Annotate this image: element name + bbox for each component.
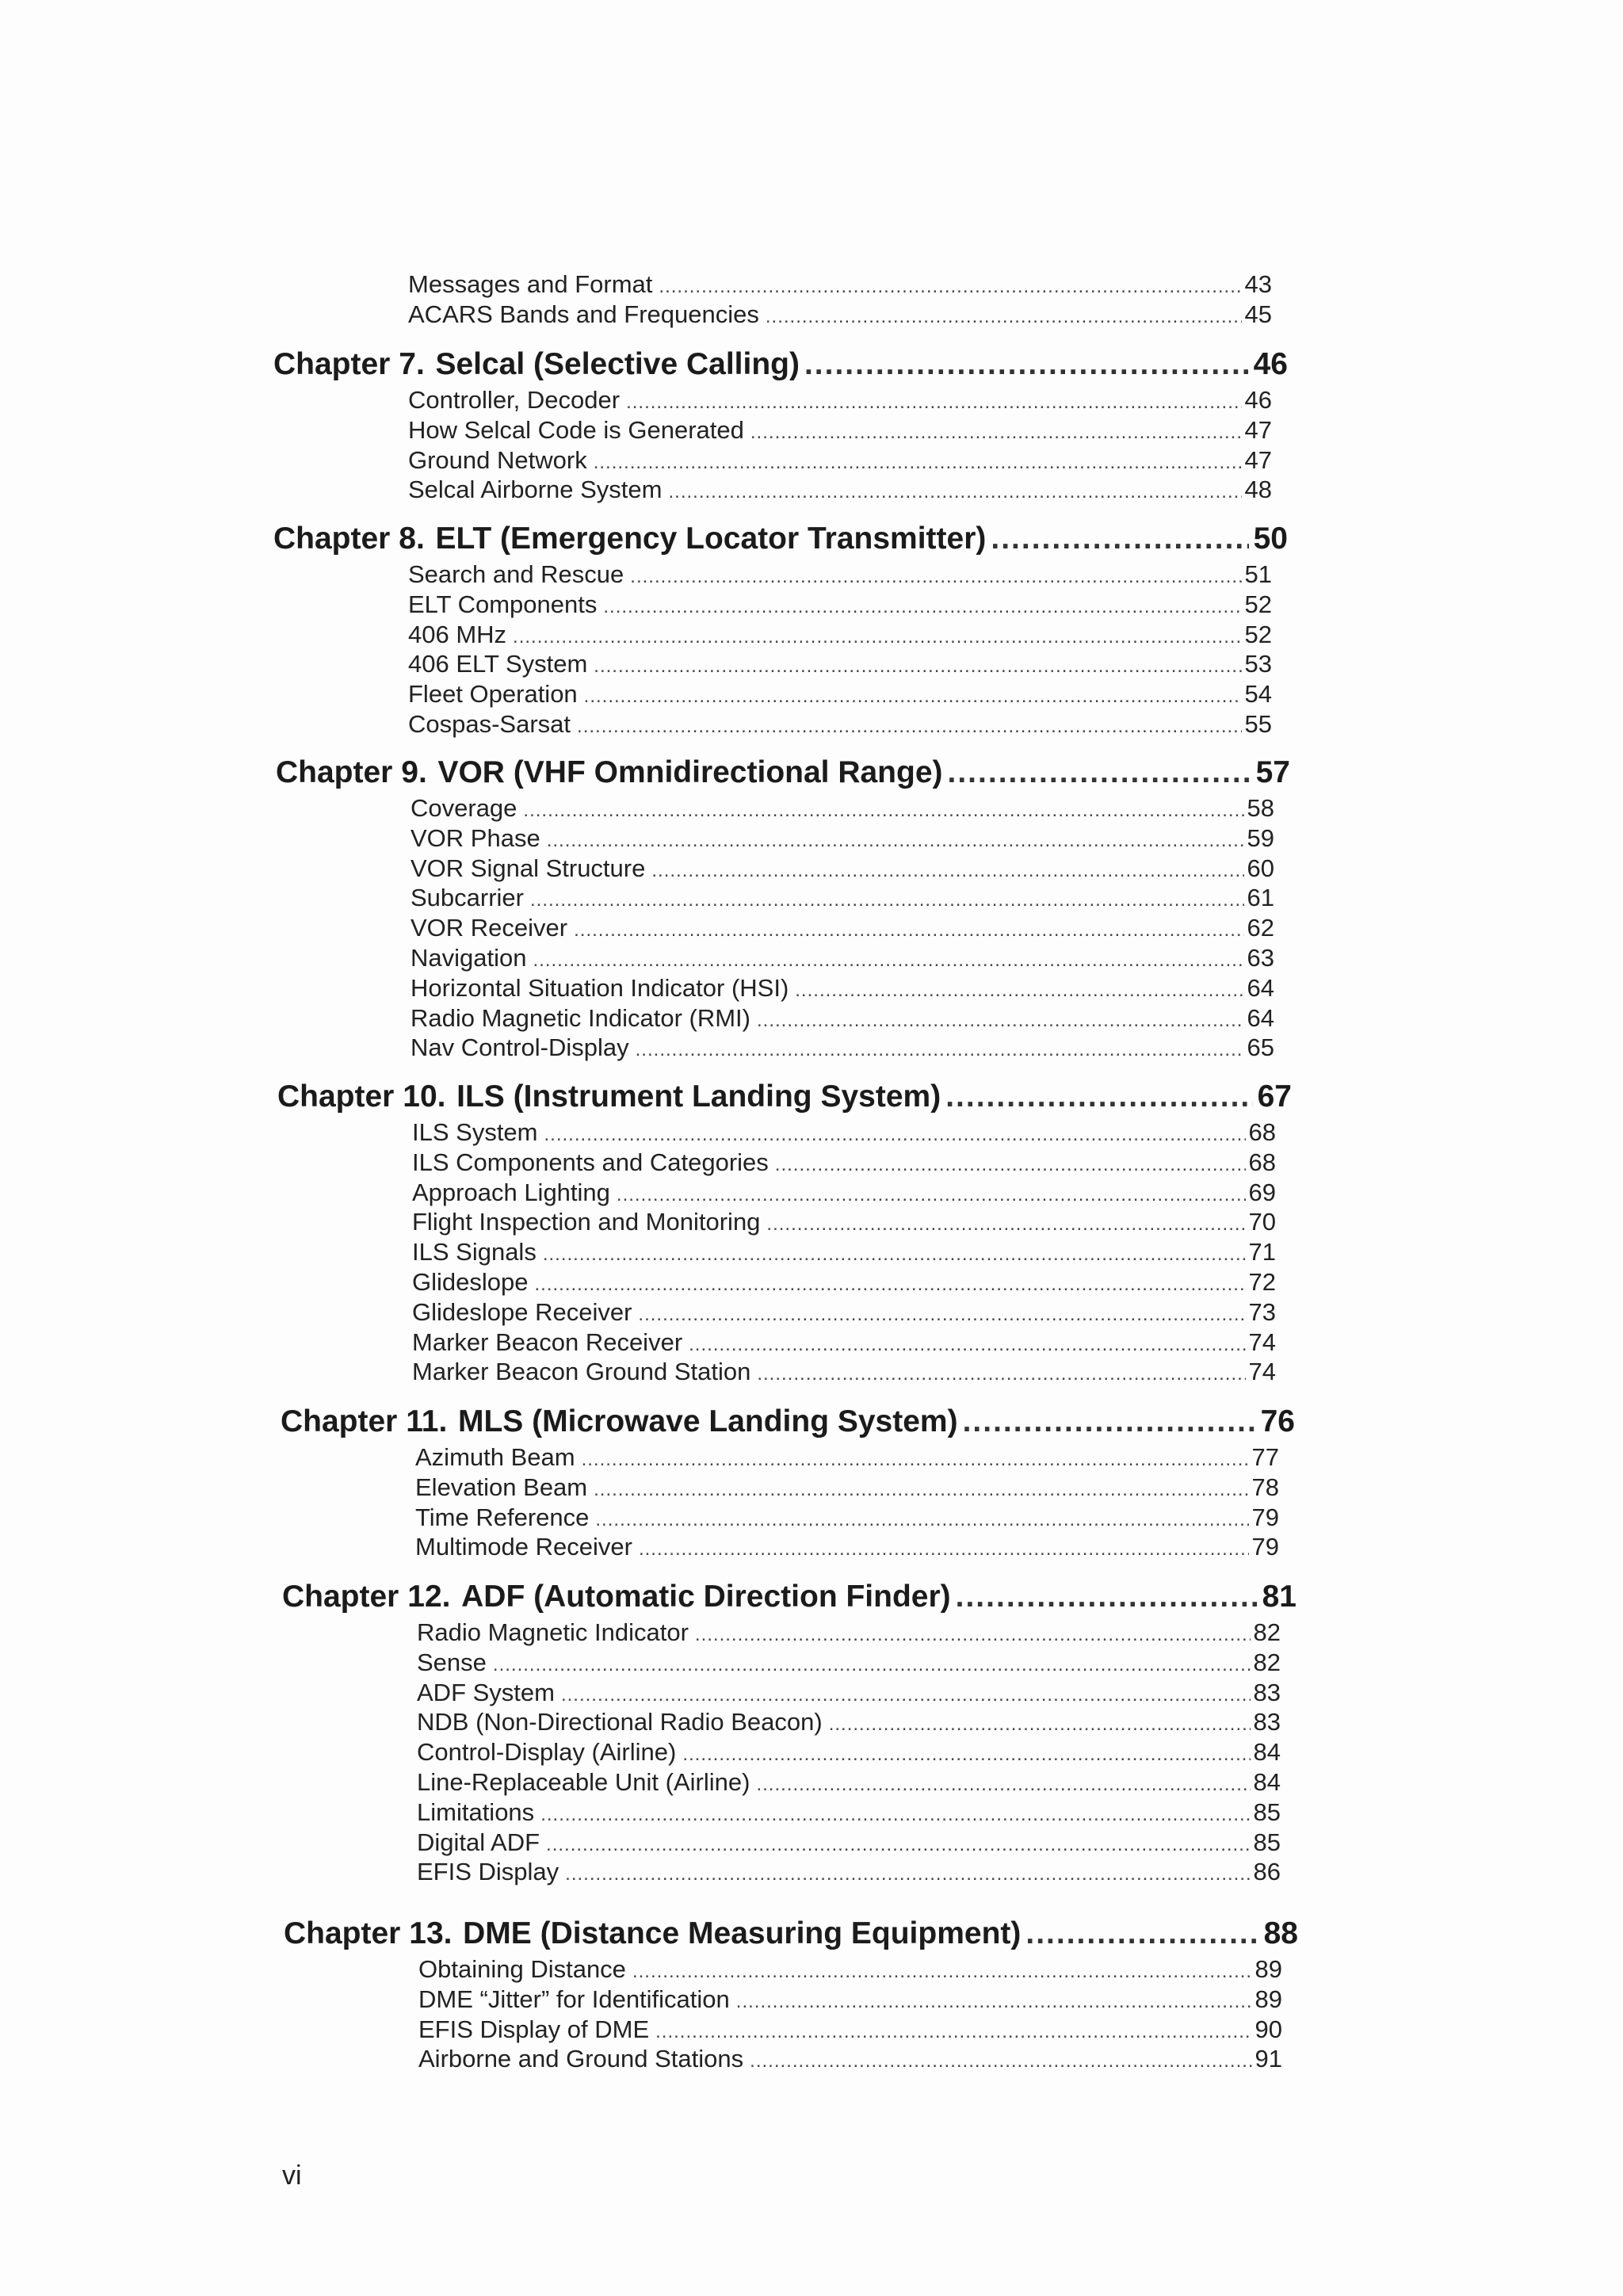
toc-entry[interactable] — [408, 709, 1272, 739]
toc-entry-page: 64 — [1247, 973, 1274, 1002]
toc-entry-title: ILS Signals — [412, 1238, 537, 1266]
dot-leader — [766, 302, 1242, 332]
toc-entry[interactable] — [411, 854, 1274, 884]
toc-entry-title: Selcal Airborne System — [408, 476, 663, 504]
toc-entry-page: 91 — [1254, 2045, 1282, 2073]
toc-entry-page: 68 — [1248, 1148, 1276, 1176]
toc-entry-page: 52 — [1244, 590, 1272, 618]
toc-entry[interactable] — [418, 2044, 1282, 2074]
toc-entry-page: 89 — [1254, 1955, 1282, 1983]
toc-entry-page: 45 — [1244, 300, 1272, 328]
dot-leader — [543, 1240, 1246, 1270]
dot-leader — [577, 712, 1241, 742]
toc-entry-page: 85 — [1253, 1828, 1281, 1856]
toc-entry[interactable] — [417, 1767, 1281, 1797]
chapter-entries — [417, 1618, 1281, 1887]
dot-leader — [493, 1650, 1251, 1680]
toc-entry-page: 64 — [1247, 1003, 1274, 1032]
toc-entry[interactable] — [415, 1503, 1279, 1533]
dot-leader — [795, 976, 1243, 1006]
toc-entry-page: 61 — [1247, 884, 1274, 912]
toc-entry[interactable] — [417, 1648, 1281, 1678]
continued-entries — [408, 269, 1272, 330]
toc-entry[interactable] — [411, 883, 1274, 913]
chapter-title: ADF (Automatic Direction Finder) — [461, 1580, 951, 1614]
dot-leader — [594, 448, 1242, 478]
toc-entry[interactable] — [415, 1442, 1279, 1473]
chapter-block — [277, 1078, 1292, 1387]
chapter-label: Chapter — [273, 347, 391, 381]
toc-entry[interactable] — [408, 475, 1272, 505]
toc-entry[interactable] — [417, 1737, 1281, 1767]
chapter-title: ELT (Emergency Locator Transmitter) — [435, 521, 987, 556]
toc-entry[interactable] — [418, 1985, 1282, 2015]
toc-entry-page: 89 — [1254, 1985, 1282, 2013]
toc-entry-title: Navigation — [411, 943, 527, 972]
toc-entry[interactable] — [412, 1178, 1276, 1208]
toc-entry-page: 62 — [1247, 914, 1274, 942]
chapter-number: 13. — [409, 1916, 453, 1950]
dot-leader — [766, 1209, 1245, 1240]
toc-entry-page: 47 — [1244, 445, 1272, 474]
chapter-entries — [408, 385, 1272, 505]
chapter-title: DME (Distance Measuring Equipment) — [463, 1916, 1022, 1950]
dot-leader — [617, 1180, 1246, 1210]
toc-entry-title: Approach Lighting — [412, 1178, 610, 1206]
dot-leader — [513, 622, 1241, 652]
toc-entry-page: 85 — [1253, 1797, 1281, 1826]
chapter-block — [282, 1578, 1296, 1887]
chapter-page: 76 — [1260, 1404, 1295, 1438]
toc-entry-page: 43 — [1244, 270, 1272, 298]
chapter-title: MLS (Microwave Landing System) — [457, 1404, 958, 1438]
page-number: vi — [282, 2160, 302, 2191]
toc-entry[interactable] — [418, 1954, 1282, 1985]
toc-entry-page: 51 — [1244, 560, 1272, 588]
toc-entry[interactable] — [408, 415, 1272, 445]
toc-entry-title: Search and Rescue — [408, 560, 624, 588]
toc-entry-page: 63 — [1247, 943, 1274, 972]
dot-leader — [756, 1770, 1250, 1800]
toc-entry[interactable] — [415, 1473, 1279, 1503]
toc-entry[interactable] — [408, 445, 1272, 476]
chapter-number: 8. — [399, 521, 425, 556]
toc-entry-title: Glideslope — [412, 1267, 529, 1296]
dot-leader — [695, 1620, 1251, 1650]
toc-entry[interactable] — [417, 1797, 1281, 1828]
dot-leader — [1025, 1915, 1258, 1953]
chapter-heading[interactable] — [273, 346, 1288, 384]
chapter-number: 7. — [399, 347, 425, 381]
toc-entry-title: ILS Components and Categories — [412, 1148, 769, 1176]
toc-entry-page: 48 — [1244, 476, 1272, 504]
chapter-heading[interactable] — [282, 1578, 1296, 1616]
toc-entry[interactable] — [408, 649, 1272, 679]
toc-entry-page: 47 — [1244, 415, 1272, 444]
dot-leader — [584, 682, 1242, 712]
dot-leader — [540, 1800, 1250, 1830]
toc-entry[interactable] — [417, 1828, 1281, 1858]
dot-leader — [574, 915, 1243, 946]
dot-leader — [736, 1987, 1252, 2017]
toc-entry[interactable] — [411, 793, 1274, 823]
dot-leader — [582, 1445, 1249, 1475]
dot-leader — [636, 1035, 1244, 1065]
toc-entry-page: 83 — [1253, 1708, 1281, 1736]
chapter-block — [281, 1403, 1295, 1562]
dot-leader — [682, 1740, 1250, 1770]
toc-entry-page: 58 — [1247, 794, 1274, 822]
dot-leader — [945, 1078, 1252, 1116]
chapter-heading[interactable] — [284, 1915, 1298, 1953]
toc-entry-page: 82 — [1253, 1648, 1281, 1676]
chapter-title: VOR (VHF Omnidirectional Range) — [437, 755, 943, 789]
toc-entry-page: 86 — [1253, 1858, 1281, 1886]
chapter-label: Chapter — [273, 521, 391, 556]
chapter-heading[interactable] — [273, 520, 1288, 558]
chapter-page: 46 — [1253, 347, 1288, 381]
toc-entry-title: How Selcal Code is Generated — [408, 415, 744, 444]
dot-leader — [659, 272, 1241, 302]
toc-entry-title: Messages and Format — [408, 270, 653, 298]
dot-leader — [638, 1300, 1245, 1330]
toc-entry-title: DME “Jitter” for Identification — [418, 1985, 730, 2013]
dot-leader — [530, 885, 1244, 915]
dot-leader — [630, 562, 1241, 592]
toc-entry-title: Cospas-Sarsat — [408, 709, 571, 738]
toc-entry-page: 82 — [1253, 1618, 1281, 1646]
chapter-entries — [411, 793, 1274, 1063]
chapter-block — [273, 520, 1288, 739]
toc-entry-page: 77 — [1251, 1443, 1279, 1471]
chapter-block — [284, 1915, 1298, 2074]
toc-entry-title: Radio Magnetic Indicator — [417, 1618, 689, 1646]
chapter-label: Chapter — [276, 755, 393, 789]
toc-entry-title: NDB (Non-Directional Radio Beacon) — [417, 1708, 823, 1736]
toc-entry[interactable] — [412, 1267, 1276, 1297]
toc-entry-page: 84 — [1253, 1738, 1281, 1767]
toc-entry-page: 79 — [1251, 1503, 1279, 1531]
toc-entry-title: VOR Signal Structure — [411, 854, 646, 882]
dot-leader — [651, 856, 1243, 886]
toc-entry[interactable] — [418, 2015, 1282, 2045]
dot-leader — [991, 520, 1248, 558]
dot-leader — [750, 2046, 1251, 2076]
toc-entry-title: ACARS Bands and Frequencies — [408, 300, 759, 328]
chapter-label: Chapter — [282, 1580, 399, 1614]
dot-leader — [595, 1505, 1248, 1535]
toc-entry-page: 72 — [1248, 1267, 1276, 1296]
chapter-page: 81 — [1262, 1580, 1296, 1614]
toc-entry[interactable] — [411, 823, 1274, 854]
dot-leader — [594, 1475, 1248, 1505]
toc-entry-title: Sense — [417, 1648, 487, 1676]
toc-entry-title: Controller, Decoder — [408, 386, 621, 414]
toc-entry-title: Horizontal Situation Indicator (HSI) — [411, 973, 789, 1002]
toc-entry-title: ADF System — [417, 1678, 555, 1706]
toc-entry-page: 53 — [1244, 650, 1272, 678]
dot-leader — [668, 477, 1241, 507]
toc-entry-page: 68 — [1248, 1118, 1276, 1146]
dot-leader — [639, 1534, 1249, 1564]
chapter-entries — [415, 1442, 1279, 1562]
toc-entry[interactable] — [412, 1328, 1276, 1358]
toc-entry[interactable] — [417, 1707, 1281, 1737]
toc-entry-page: 65 — [1247, 1033, 1274, 1062]
toc-entry-title: Subcarrier — [411, 884, 524, 912]
toc-entry[interactable] — [411, 913, 1274, 943]
toc-entry-page: 90 — [1254, 2015, 1282, 2043]
toc-entry-title: 406 ELT System — [408, 650, 588, 678]
dot-leader — [523, 796, 1243, 826]
toc-entry-page: 69 — [1248, 1178, 1276, 1206]
dot-leader — [626, 388, 1241, 418]
toc-entry-title: Azimuth Beam — [415, 1443, 575, 1471]
chapter-page: 67 — [1257, 1079, 1292, 1114]
dot-leader — [561, 1680, 1251, 1710]
toc-entry-page: 71 — [1248, 1238, 1276, 1266]
chapter-number: 9. — [401, 755, 427, 789]
dot-leader — [750, 418, 1242, 448]
dot-leader — [655, 2017, 1251, 2047]
dot-leader — [594, 651, 1241, 682]
toc-entry-title: Fleet Operation — [408, 680, 578, 709]
toc-entry[interactable] — [408, 679, 1272, 709]
toc-entry-title: Glideslope Receiver — [412, 1297, 632, 1326]
dot-leader — [948, 754, 1251, 792]
toc-entry[interactable] — [417, 1857, 1281, 1887]
toc-entry[interactable] — [408, 269, 1272, 300]
toc-entry-title: Multimode Receiver — [415, 1533, 632, 1561]
chapter-entries — [408, 560, 1272, 739]
toc-entry-page: 60 — [1247, 854, 1274, 882]
chapter-heading[interactable] — [277, 1078, 1292, 1116]
toc-entry[interactable] — [411, 1033, 1274, 1063]
toc-entry-title: VOR Receiver — [411, 914, 568, 942]
dot-leader — [565, 1859, 1250, 1889]
chapter-heading[interactable] — [276, 754, 1290, 792]
chapter-title: ILS (Instrument Landing System) — [456, 1079, 941, 1114]
dot-leader — [534, 1270, 1245, 1300]
toc-entry-page: 74 — [1248, 1328, 1276, 1356]
toc-entry-title: Nav Control-Display — [411, 1033, 629, 1062]
toc-entry-title: Ground Network — [408, 445, 587, 474]
dot-leader — [757, 1359, 1245, 1389]
chapter-label: Chapter — [277, 1079, 395, 1114]
toc-entry[interactable] — [412, 1207, 1276, 1237]
toc-entry-title: Airborne and Ground Stations — [418, 2045, 744, 2073]
chapter-number: 12. — [407, 1580, 451, 1614]
dot-leader — [603, 592, 1241, 622]
chapter-label: Chapter — [284, 1916, 401, 1950]
dot-leader — [689, 1330, 1245, 1360]
chapter-entries — [418, 1954, 1282, 2074]
chapter-title: Selcal (Selective Calling) — [435, 347, 800, 381]
toc-entry[interactable] — [417, 1678, 1281, 1708]
toc-entry-title: ELT Components — [408, 590, 598, 618]
chapter-page: 50 — [1253, 521, 1288, 556]
toc-entry-title: Time Reference — [415, 1503, 590, 1531]
toc-entry-title: EFIS Display of DME — [418, 2015, 650, 2043]
toc-entry-page: 83 — [1253, 1678, 1281, 1706]
chapter-entries — [412, 1117, 1276, 1387]
chapter-page: 57 — [1255, 755, 1290, 789]
toc-entry-page: 70 — [1248, 1208, 1276, 1236]
toc-entry-title: Elevation Beam — [415, 1473, 588, 1501]
toc-entry-page: 54 — [1244, 680, 1272, 709]
toc-entry[interactable] — [408, 560, 1272, 590]
toc-entry-title: Marker Beacon Ground Station — [412, 1358, 751, 1386]
toc-entry[interactable] — [411, 943, 1274, 973]
dot-leader — [547, 826, 1244, 856]
chapter-number: 11. — [406, 1404, 448, 1438]
toc-entry-title: Limitations — [417, 1797, 535, 1826]
toc-entry-title: EFIS Display — [417, 1858, 559, 1886]
toc-entry-title: Digital ADF — [417, 1828, 540, 1856]
dot-leader — [632, 1957, 1252, 1987]
toc-entry-page: 46 — [1244, 386, 1272, 414]
toc-entry[interactable] — [411, 973, 1274, 1003]
toc-entry-page: 59 — [1247, 823, 1274, 852]
toc-entry-page: 74 — [1248, 1358, 1276, 1386]
dot-leader — [757, 1006, 1244, 1036]
chapter-heading[interactable] — [281, 1403, 1295, 1441]
toc-entry-page: 84 — [1253, 1767, 1281, 1796]
toc-entry-page: 73 — [1248, 1297, 1276, 1326]
toc-entry-title: VOR Phase — [411, 823, 540, 852]
toc-entry[interactable] — [408, 620, 1272, 650]
toc-entry-title: Obtaining Distance — [418, 1955, 626, 1983]
dot-leader — [533, 946, 1243, 976]
chapter-block — [276, 754, 1290, 1063]
dot-leader — [829, 1710, 1251, 1740]
toc-entry[interactable] — [417, 1618, 1281, 1648]
chapter-page: 88 — [1263, 1916, 1298, 1950]
toc-entry[interactable] — [408, 590, 1272, 620]
toc-entry-title: Line-Replaceable Unit (Airline) — [417, 1767, 750, 1796]
toc-entry-title: 406 MHz — [408, 620, 507, 648]
dot-leader — [544, 1120, 1246, 1150]
toc-entry-title: Marker Beacon Receiver — [412, 1328, 683, 1356]
dot-leader — [804, 346, 1249, 384]
toc-entry-title: ILS System — [412, 1118, 538, 1146]
toc-entry-title: Coverage — [411, 794, 517, 822]
toc-entry-page: 55 — [1244, 709, 1272, 738]
toc-entry-title: Flight Inspection and Monitoring — [412, 1208, 761, 1236]
toc-entry-title: Control-Display (Airline) — [417, 1738, 677, 1767]
dot-leader — [956, 1578, 1258, 1616]
toc-entry[interactable] — [408, 385, 1272, 415]
toc-entry[interactable] — [412, 1117, 1276, 1148]
toc-entry[interactable] — [412, 1297, 1276, 1328]
chapter-block — [273, 346, 1288, 505]
toc-entry[interactable] — [408, 300, 1272, 330]
toc-entry[interactable] — [412, 1237, 1276, 1267]
dot-leader — [775, 1150, 1246, 1180]
toc-entry-page: 78 — [1251, 1473, 1279, 1501]
dot-leader — [963, 1403, 1256, 1441]
toc-entry[interactable] — [412, 1148, 1276, 1178]
chapter-label: Chapter — [281, 1404, 398, 1438]
toc-entry-title: Radio Magnetic Indicator (RMI) — [411, 1003, 750, 1032]
toc-entry[interactable] — [415, 1532, 1279, 1562]
toc-entry[interactable] — [411, 1003, 1274, 1033]
toc-entry-page: 52 — [1244, 620, 1272, 648]
dot-leader — [546, 1830, 1250, 1860]
chapter-number: 10. — [403, 1079, 446, 1114]
toc-entry-page: 79 — [1251, 1533, 1279, 1561]
toc-entry[interactable] — [412, 1357, 1276, 1387]
